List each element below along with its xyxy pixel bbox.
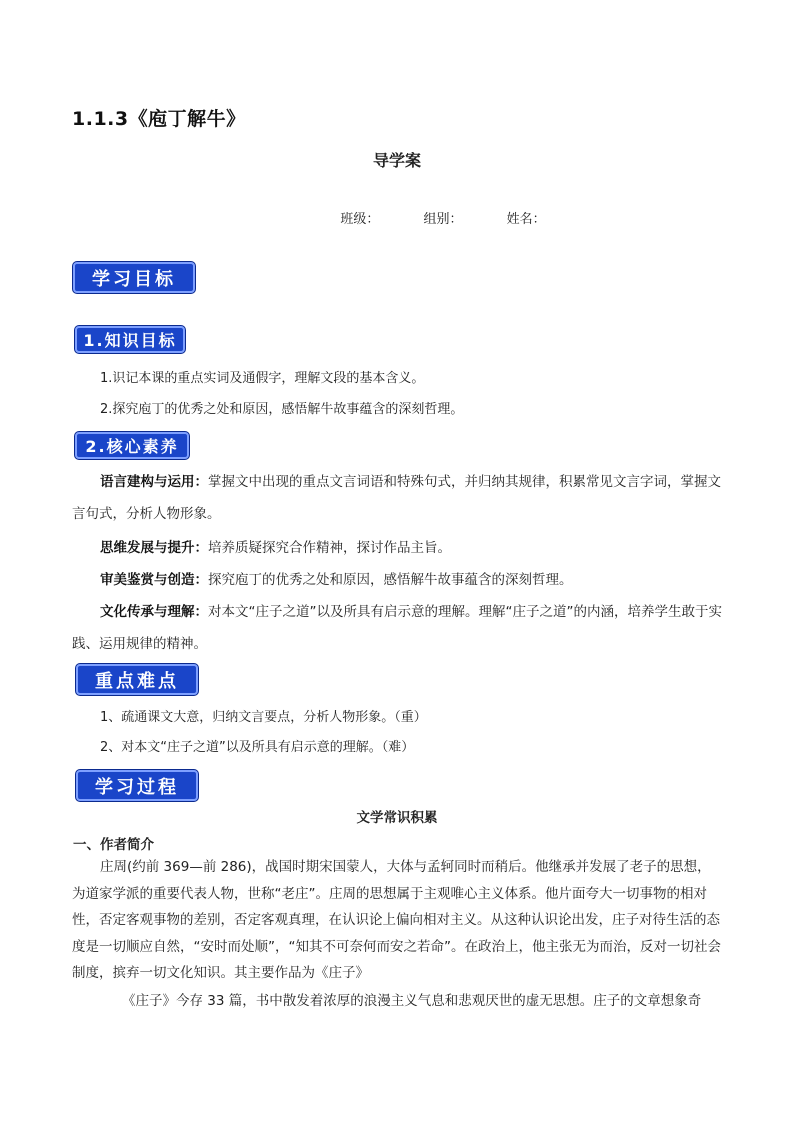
author-paragraph: 庄周(约前 369—前 286)，战国时期宋国蒙人，大体与孟轲同时而稍后。他继承并发展了老子的思想，为道家学派的重要代表人物，世称“老庄”。庄周的思想属于主观唯心主义体系。他片面夸大一切事物的相对性，否定客观事物的差别，否定客观真理，在认识论上偏向相对主义。从这种认识论出发，庄子对待生活的态度是一切顺应自然，“安时而处顺”，“知其不可奈何而安之若命”。在政治上，他主张无为而治，反对一切社会制度，摈弃一切文化知识。其主要作品为《庄子》: [72, 859, 721, 981]
core-item-1: [72, 466, 724, 530]
book-paragraph: 《庄子》今存 33 篇，书中散发着浓厚的浪漫主义气息和悲观厌世的虚无思想。庄子的文章想象奇: [122, 993, 702, 1009]
document-title: 1.1.3《庖丁解牛》: [72, 108, 246, 130]
class-label: 班级：: [340, 212, 380, 227]
core-label-1: 语言建构与运用：: [100, 474, 208, 490]
study-goals-badge: 学习目标: [73, 262, 195, 293]
core-literacy-badge: 2.核心素养: [75, 432, 189, 459]
name-label: 姓名：: [506, 212, 546, 227]
key-points-badge: 重点难点: [76, 664, 198, 695]
study-process-badge: 学习过程: [76, 770, 198, 801]
core-item-4: [72, 596, 724, 660]
group-label: 组别：: [423, 212, 463, 227]
knowledge-goals-badge: 1.知识目标: [75, 326, 185, 353]
core-label-4: 文化传承与理解：: [100, 604, 208, 620]
core-label-2: 思维发展与提升：: [100, 540, 208, 556]
knowledge-item-1: 1.识记本课的重点实词及通假字，理解文段的基本含义。: [100, 371, 425, 386]
knowledge-item-2: 2.探究庖丁的优秀之处和原因，感悟解牛故事蕴含的深刻哲理。: [100, 402, 464, 417]
section-title: 文学常识积累: [356, 810, 438, 826]
core-label-3: 审美鉴赏与创造：: [100, 572, 208, 588]
core-text-4: 对本文“庄子之道”以及所具有启示意的理解。理解“庄子之道”的内涵，培养学生敢于实践、运用规律的精神。: [72, 604, 722, 652]
page-subtitle: 导学案: [372, 151, 421, 170]
core-item-2: [72, 532, 724, 564]
core-text-2: 培养质疑探究合作精神，探讨作品主旨。: [208, 540, 451, 556]
author-heading: 一、作者简介: [73, 837, 154, 853]
student-info-fields: [0, 208, 794, 227]
keypoint-item-1: 1、疏通课文大意，归纳文言要点，分析人物形象。（重）: [100, 710, 427, 725]
keypoint-item-2: 2、对本文“庄子之道”以及所具有启示意的理解。（难）: [100, 740, 415, 755]
core-item-3: [72, 564, 724, 596]
core-text-3: 探究庖丁的优秀之处和原因，感悟解牛故事蕴含的深刻哲理。: [208, 572, 573, 588]
core-text-1: 掌握文中出现的重点文言词语和特殊句式，并归纳其规律，积累常见文言字词，掌握文言句式，分析人物形象。: [72, 474, 721, 522]
